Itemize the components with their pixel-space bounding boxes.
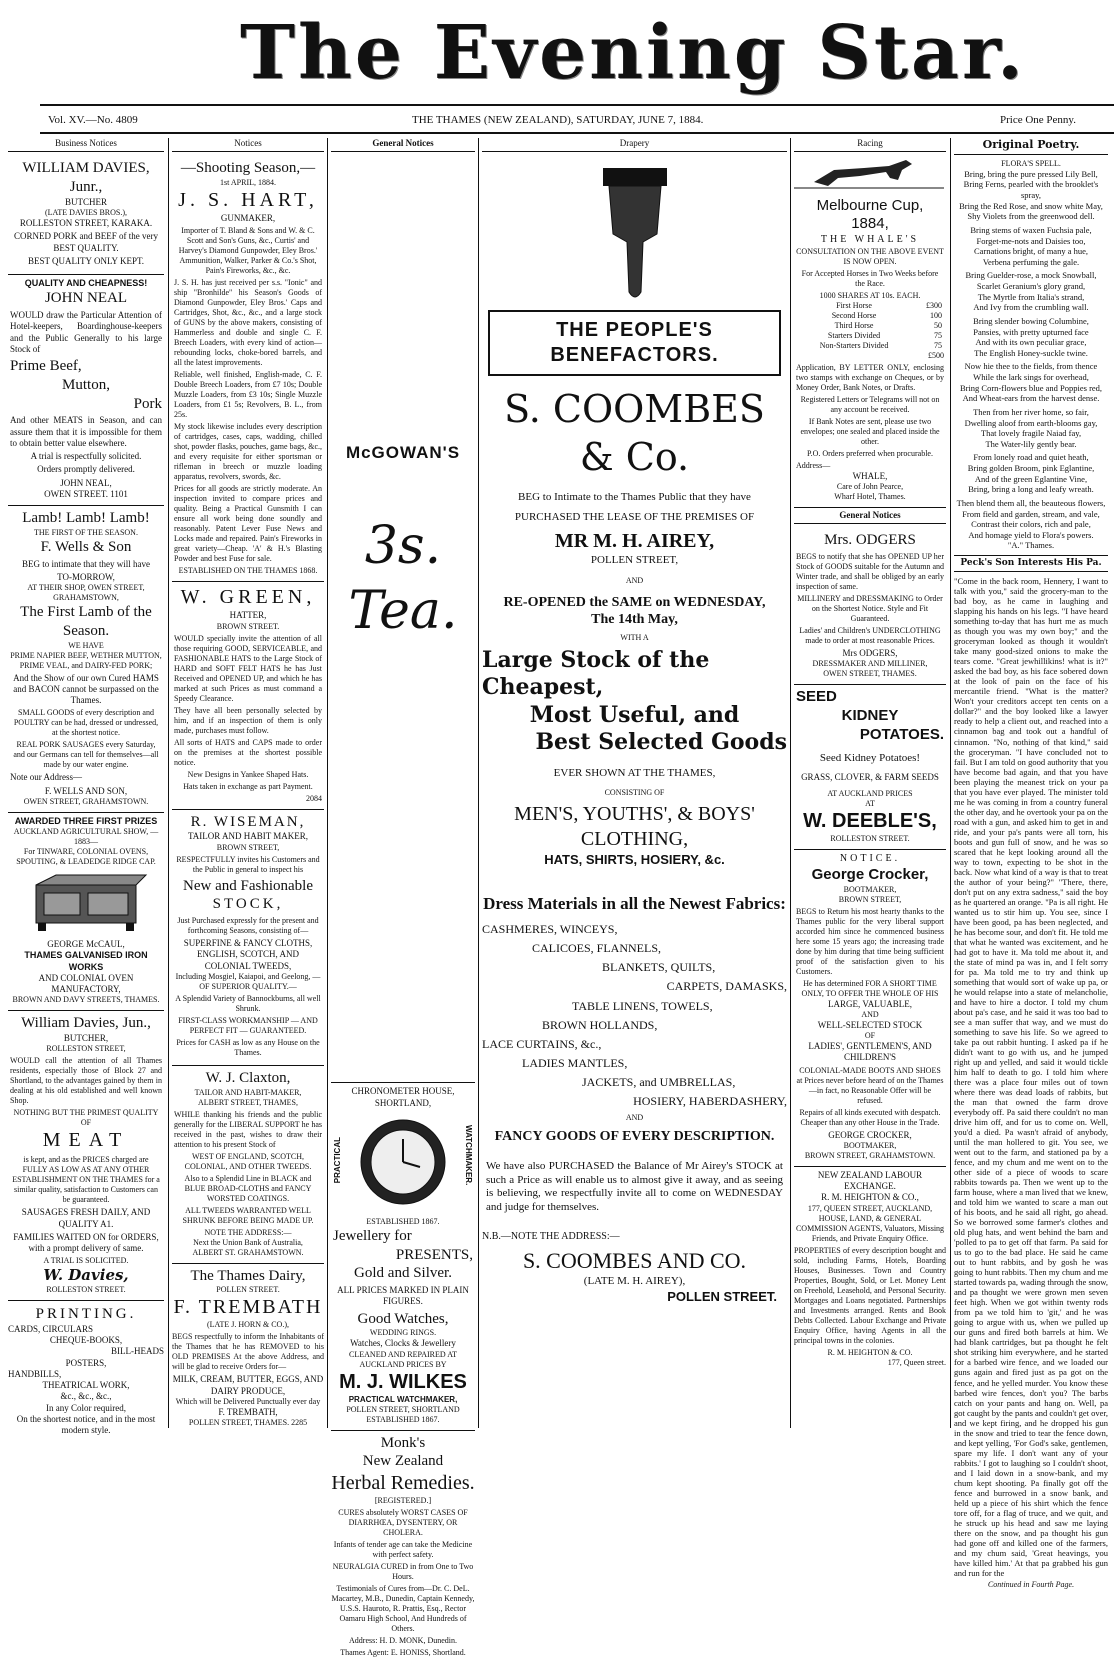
poem-line: And Wheat-ears from the harvest dense.	[954, 393, 1108, 404]
poem-line: While the lark sings for overhead,	[954, 372, 1108, 383]
column-heading: Racing	[794, 138, 946, 152]
prize-row	[796, 331, 944, 341]
poem-line: That lovely fragile Naiad fay,	[954, 428, 1108, 439]
prize-amount: 75	[912, 341, 944, 351]
ad-mcgowans-tea: McGOWAN'S 3s. Tea.	[331, 442, 475, 1083]
poem-line: Bring stems of waxen Fuchsia pale,	[954, 225, 1108, 236]
poem-line: Shy Violets from the greenwood dell.	[954, 211, 1108, 222]
story-body: "Come in the back room, Hennery, I want to talk with you," said the grocery-man to the bad boy, as he came in laughing and slapping his hands on his legs. "I have heard something to-day that has hurt me as much as though you was my own boy;" and the groceryman looked as though it wouldn't take many good-sized onions to make the tears come. "Great jewhillikins! what is it?" asked the bad boy, as his face sobered down at the look of pain on the face of his mercantile friend. "What is the matter? Won't your creditors accept ten cents on a dollar?" and the boy looked like a lawyer ready to help a client out, and reached into a cinnamon bag and took out a handful of cinnamon. "No, nothing of that kind," said the groceryman. "I have concluded not to fail. But I am told on good authority that you have become bad again, and that you have been playing the meanest trick on your pa that you have ever played. The minister told me he was coming in from a country funeral the other day, and he overtook your pa on the road with a gun, and asked him to get in and ride, and your pa's pants were all torn, his boots and gun full of snow, and he was so scared that he kept looking around all the way to town, expecting to be shot in the back. Now what kind of a way is that to treat the author of your being?" "There, there, don't put on any extra sadness," said the boy as he quartered an orange. "Pa is all right. He wanted us to stir him up. You see, since I have been good, pa has been neglected, and he has become sour, and don't fit. He told me that what he wanted was excitement, and he had got to have it. Ma told me about it, and the state of mind pa was in, and I felt sorry for pa. Ma told me to try and think up something that would sort of wake up pa, or he would relapse into a state of melancholie, and have to hire a doctor. I told my chum about pa's case, and he said it was too bad to see a man suffer that way, and we must do something to save his life. So we agreed to take pa out rabbit hunting. I asked pa if he didn't want to go with us, and he jumped right up and yelled, and said it would tickle him half to death to go. I told him where there was a place four miles out of town where there was dead loads of rabbits, but the man that owned the farm drove everybody off. Pa said there couldn't no man drive him off, and for us to come on. Well, you'd a died. Pa wasn't afraid of anybody, until the man hollered to git. You see, we went out to the farm, and stationed pa by a fence, and my chum and me went on to the other side of a piece of woods to scare rabbits towards pa. Then we went up to the farm house, where a man lived that we knew, and told him we wanted to scare a man out of his boots, and he said all right, go ahead. So we borrowed some farmer's clothes and old plug hats, and went behind the barn and 'polled to pa to get off that farm. Pa said for us to go to the bad place. He said he came out to hunt rabbits, and by gosh he was going to hunt rabbits. Then my chum and me started towards pa, wading through the snow, and pa thought we were grown men seven feet high. When we got within twenty rods from pa we told him to 'git,' and he was going to argue with us, when we pulled up our guns and fired both barrels at him. We had blank cartridges, but pa thought he felt shot striking him everywhere, and he started for a barbed wire fence, and we loaded our guns again and fired just as pa got on the fence, and he yelled murder. You know these barbed wire fences, don't you? The barbs catch on your pants and hang on. Well, pa got caught by the pants and couldn't get over, and we kept firing, and he dropped his gun in the snow and tried to tear the fence down, and kept yelling, 'For God's sake, gentlemen, spare my life. I don't want any of your rabbits.' I got to laughing so I couldn't shoot, and I laid down in a snow-bank, and my chum kept shooting. Pa finally got off the fence and burrowed in a snow bank, and held up a piece of his shirt which the fence tore off, for a flag of truce, and we quit, and he struck up his head and saw me laying there on the snow, and pa thought his gun had gone off and killed one of the farmers, and my chum said, 'Great heavings, you have killed him.' At that pa grabbed his gun and run for the	[954, 576, 1108, 1578]
ad-heighton: NEW ZEALAND LABOUR EXCHANGE. R. M. HEIGHTON & CO., 177, QUEEN STREET, AUCKLAND, HOUSE, LAND, & GENERAL COMMISSION AGENTS, Valuators, Missing Friends, and Private Enquiry Office. PROPERTIES of every description bought and sold, including Farms, Hotels, Boarding Houses, Businesses. Town and Country Properties, Bought, Sold, or Let. Money Lent on Freehold, Leasehold, and Personal Security. Mortgages and Loans negotiated. Partnerships and Investments arranged. Rents and Book Debts Collected. Labour Exchange and Private Enquiry Office, having Agents in all the principal towns in the colonies. R. M. HEIGHTON & CO. 177, Queen street.	[794, 1167, 946, 1368]
column-racing	[794, 138, 946, 1428]
column-heading: Original Poetry.	[954, 138, 1108, 155]
prize-label: Starters Divided	[796, 331, 912, 341]
poem-line: Now hie thee to the fields, from thence	[954, 361, 1108, 372]
ad-george-crocker: NOTICE. George Crocker, BOOTMAKER, BROWN STREET, BEGS to Return his most hearty thanks to the Thames public for the very liberal support accorded him since he commenced business here some 15 years ago; the increasing trade done by him during that time being sufficient proof of the satisfaction given to his Customers. He has determined FOR A SHORT TIME ONLY, TO OFFER THE WHOLE OF HIS LARGE, VALUABLE, AND WELL-SELECTED STOCK OF LADIES', GENTLEMEN'S, AND CHILDREN'S COLONIAL-MADE BOOTS AND SHOES at Prices never before heard of on the Thames—in fact, no Reasonable Offer will be refused. Repairs of all kinds executed with despatch. Cheaper than any other House in the Trade. GEORGE CROCKER, BOOTMAKER, BROWN STREET, GRAHAMSTOWN.	[794, 850, 946, 1167]
pointing-hand-icon	[595, 164, 675, 304]
poem-line: Bring slender bowing Columbine,	[954, 316, 1108, 327]
prize-row	[796, 301, 944, 311]
ad-printing: PRINTING. CARDS, CIRCULARS CHEQUE-BOOKS, BILL-HEADS POSTERS, HANDBILLS, THEATRICAL WORK, &c., &c., &c., In any Color required, On the shortest notice, and in the most modern style.	[8, 1301, 164, 1436]
prize-row	[796, 341, 944, 351]
poem-line: And of the green Eglantine Vine,	[954, 474, 1108, 485]
peoples-benefactors-banner: THE PEOPLE'S BENEFACTORS.	[488, 310, 781, 376]
poem-line: Dwelling aloof from earth-blooms gay,	[954, 418, 1108, 429]
ad-melbourne-cup: Melbourne Cup, 1884, THE WHALE'S CONSULTATION ON THE ABOVE EVENT IS NOW OPEN. For Accepted Horses in Two Weeks before the Race. 1000 SHARES AT 10s. EACH. First Horse £300 Second Horse 100 Third Horse 50 Starters Divided 75 Non-Starters Divided 75 £500 Application, BY LETTER ONLY, enclosing two stamps with exchange on Cheques, or by Money Order, Bank Notes, or Drafts. Registered Letters or Telegrams will not on any account be received. If Bank Notes are sent, please use two envelopes; one sealed and placed inside the other. P.O. Orders preferred when procurable. Address— WHALE, Care of John Pearce, Wharf Hotel, Thames.	[794, 194, 946, 508]
masthead-rule	[40, 104, 1114, 106]
ad-wilkes-watchmaker: CHRONOMETER HOUSE, SHORTLAND, PRACTICAL WATCHMAKER. ESTABLISHED 1867. Jewellery for PRESENTS, Gold and Silver. ALL PRICES MARKED IN PLAIN FIGURES. Good Watches, WEDDING RINGS. Watches, Clocks & Jewellery CLEANED AND REPAIRED AT AUCKLAND PRICES BY M. J. WILKES PRACTICAL WATCHMAKER, POLLEN STREET, SHORTLAND ESTABLISHED 1867.	[331, 1083, 475, 1430]
poem-line: Bring golden Broom, pink Eglantine,	[954, 463, 1108, 474]
column-divider	[327, 138, 328, 1428]
column-divider	[790, 138, 791, 1428]
poem-line: Bring Ferns, pearled with the brooklet's spray,	[954, 179, 1108, 200]
ad-monks-remedies: Monk's New Zealand Herbal Remedies. [REGISTERED.] CURES absolutely WORST CASES OF DIARRHŒA, DYSENTERY, OR CHOLERA. Infants of tender age can take the Medicine with perfect safety. NEURALGIA CURED in from One to Two Hours. Testimonials of Cures from—Dr. C. DeL. Macartey, M.B., Dunedin, Captain Kennedy, U.S.S. Hauroto, R. Prattis, Esq., Rector Oamaru High School, And Hundreds of Others. Address: H. D. MONK, Dunedin. Thames Agent: E. HONISS, Shortland.	[331, 1431, 475, 1658]
prize-amount: 50	[912, 321, 944, 331]
prize-row	[796, 321, 944, 331]
story-title: Peck's Son Interests His Pa.	[954, 555, 1108, 572]
ad-claxton: W. J. Claxton, TAILOR AND HABIT-MAKER, ALBERT STREET, THAMES, WHILE thanking his friends and the public generally for the LIBERAL SUPPORT he has received in the past, wishes to draw their attention to his present Stock of WEST OF ENGLAND, SCOTCH, COLONIAL, AND OTHER TWEEDS. Also to a Splendid Line in BLACK and BLUE BROAD-CLOTHS and FANCY WORSTED COATINGS. ALL TWEEDS WARRANTED WELL SHRUNK BEFORE BEING MADE UP. NOTE THE ADDRESS:— Next the Union Bank of Australia, ALBERT ST. GRAHAMSTOWN.	[172, 1066, 324, 1264]
poem-line: And with its own peculiar grace,	[954, 337, 1108, 348]
poem-line: Contrast their colors, rich and pale,	[954, 519, 1108, 530]
poem-line: The English Honey-suckle twine.	[954, 348, 1108, 359]
poem-line: The Water-lily gently bear.	[954, 439, 1108, 450]
newspaper-title: The Evening Star.	[240, 10, 1026, 96]
prize-label: First Horse	[796, 301, 912, 311]
prize-amount: 100	[912, 311, 944, 321]
poem-line: From lonely road and quiet heath,	[954, 452, 1108, 463]
prize-amount: £300	[912, 301, 944, 311]
ad-green-hatter: W. GREEN, HATTER, BROWN STREET. WOULD specially invite the attention of all those requiring GOOD, SERVICEABLE, and FASHIONABLE HATS to the Large Stock of HARD and SOFT FELT HATS he has Just Received and OPENED UP, and which he has marked at such Prices as must command a Speedy Clearance. They have all been personally selected by him, and if an inspection of them is only made, purchases must follow. All sorts of HATS and CAPS made to order on the premises at the shortest possible notice. New Designs in Yankee Shaped Hats. Hats taken in exchange as part Payment. 2084	[172, 582, 324, 809]
column-heading: Notices	[172, 138, 324, 152]
ad-william-davies: WILLIAM DAVIES, Junr., BUTCHER (LATE DAVIES BROS.), ROLLESTON STREET, KARAKA. CORNED PORK and BEEF of the very BEST QUALITY. BEST QUALITY ONLY KEPT.	[8, 156, 164, 275]
ad-mrs-odgers: Mrs. ODGERS BEGS to notify that she has OPENED UP her Stock of GOODS suitable for the Autumn and Winter trade, and shall be obliged by an early inspection of same. MILLINERY and DRESSMAKING to Order on the Shortest Notice. Style and Fit Guaranteed. Ladies' and Children's UNDERCLOTHING made to order at most reasonable Prices. Mrs ODGERS, DRESSMAKER AND MILLINER, OWEN STREET, THAMES.	[794, 528, 946, 685]
poem-line: The Myrtle from Italia's strand,	[954, 292, 1108, 303]
poem-line: Then blend them all, the beauteous flowers,	[954, 498, 1108, 509]
prize-amount: 75	[912, 331, 944, 341]
poem-line: And Ivy from the crumbling wall.	[954, 302, 1108, 313]
poem-line: Verbena perfuming the gale.	[954, 257, 1108, 268]
masthead	[0, 0, 1114, 108]
poem-line: Bring, bring a long and leafy wreath.	[954, 484, 1108, 495]
oven-illustration	[26, 873, 146, 933]
poem-line: And homage yield to Flora's powers.	[954, 530, 1108, 541]
column-general-notices	[331, 138, 475, 1428]
ad-hart-gunmaker: —Shooting Season,— 1st APRIL, 1884. J. S. HART, GUNMAKER, Importer of T. Bland & Sons and W. & C. Scott and Son's Guns, &c., Curtis' and Harvey's Diamond Gunpowder, Eley Bros.' Ammunition, Walker, Parker & Co.'s Shot, Pain's Fireworks, &c., &c. J. S. H. has just received per s.s. "Ionic" and ship "Bronhilde" his Season's Goods of Diamond Gunpowder, Eley Bros.' Caps and Cartridges, Shot, &c., &c., and a large stock of GUNS by the above makers, consisting of Hammerless and double and single C. F. Breech Loaders, with every kind of action—rebounding locks, choke-bored barrels, and all the latest improvements. Reliable, well finished, English-made, C. F. Double Breech Loaders, from £7 10s; Double Muzzle Loaders, from £3 10s; Single Muzzle Loaders, from £1 5s; Revolvers, B. L., from 25s. My stock likewise includes every description of cartridges, cases, caps, wadding, chilled shot, powder flasks, pouches, game bags, &c., and every requisite for either sportsman or rifleman in breech or muzzle loading apparatus, revolvers, swords, &c. Prices for all goods are strictly moderate. An inspection invited to compare prices and quality. Being a Practical Gunsmith I can ensure all work being done soundly and reasonably. Patent Lever Fuse News and Locks made and repaired. Pain's Fireworks in great variety—Cheap. 'A' & H.'s Blasting Powder and best Fuse for sale. ESTABLISHED ON THE THAMES 1868.	[172, 156, 324, 582]
ad-deeble-seeds: SEED KIDNEY POTATOES. Seed Kidney Potatoes! GRASS, CLOVER, & FARM SEEDS AT AUCKLAND PRICES AT W. DEEBLE'S, ROLLESTON STREET.	[794, 685, 946, 850]
prize-table	[796, 301, 944, 351]
ad-william-davies-jun: William Davies, Jun., BUTCHER, ROLLESTON STREET, WOULD call the attention of all Thames residents, especially those of Block 27 and Shortland, to the advantages gained by them in dealing at his old established and well known Shop. NOTHING BUT THE PRIMEST QUALITY OF MEAT is kept, and as the PRICES charged are FULLY AS LOW AS AT ANY OTHER ESTABLISHMENT ON THE THAMES for a similar quality, satisfaction to Customers can be guaranteed. SAUSAGES FRESH DAILY, AND QUALITY A1. FAMILIES WAITED ON for ORDERS, with a prompt delivery of same. A TRIAL IS SOLICITED. W. Davies, ROLLESTON STREET.	[8, 1011, 164, 1301]
poem-line: Pansies, with pretty upturned face	[954, 327, 1108, 338]
poem-line: "A." Thames.	[954, 540, 1108, 551]
poem-line: Bring Corn-flowers blue and Poppies red,	[954, 383, 1108, 394]
place-date: THE THAMES (NEW ZEALAND), SATURDAY, JUNE 7, 1884.	[412, 114, 703, 126]
column-heading: General Notices	[331, 138, 475, 152]
poem-line: Bring the Red Rose, and snow white May,	[954, 201, 1108, 212]
ad-john-neal: QUALITY AND CHEAPNESS! JOHN NEAL WOULD draw the Particular Attention of Hotel-keepers, Boardinghouse-keepers and the Public Generally to his large Stock of Prime Beef, Mutton, Pork And other MEATS in Season, and can assure them that it is impossible for them to obtain better value elsewhere. A trial is respectfully solicited. Orders promptly delivered. JOHN NEAL, OWEN STREET. 1101	[8, 275, 164, 506]
dateline	[40, 112, 1114, 130]
column-drapery: Drapery THE PEOPLE'S BENEFACTORS. S. COOMBES & Co. BEG to Intimate to the Thames Public that they have PURCHASED THE LEASE OF THE PREMISES OF MR M. H. AIREY, POLLEN STREET, AND RE-OPENED the SAME on WEDNESDAY, The 14th May, WITH A Large Stock of the Cheapest, Most Useful, and Best Selected Goods EVER SHOWN AT THE THAMES, CONSISTING OF MEN'S, YOUTHS', & BOYS' CLOTHING, HATS, SHIRTS, HOSIERY, &c. Dress Materials in all the Newest Fabrics: CASHMERES, WINCEYS, CALICOES, FLANNELS, BLANKETS, QUILTS, CARPETS, DAMASKS, TABLE LINENS, TOWELS, BROWN HOLLANDS, LACE CURTAINS, &c., LADIES MANTLES, JACKETS, and UMBRELLAS, HOSIERY, HABERDASHERY, AND FANCY GOODS OF EVERY DESCRIPTION. We have also PURCHASED the Balance of Mr Airey's STOCK at such a Price as will enable us to almost give it away, and as seeing is believing, we respectfully invite all to come on WEDNESDAY and judge for themselves. N.B.—NOTE THE ADDRESS:— S. COOMBES AND CO. (LATE M. H. AIREY), POLLEN STREET.	[482, 138, 787, 1428]
column-heading: Drapery	[482, 138, 787, 152]
poem-line: Then from her river home, so fair,	[954, 407, 1108, 418]
prize-label: Non-Starters Divided	[796, 341, 912, 351]
column-heading: Business Notices	[8, 138, 164, 152]
column-divider	[478, 138, 479, 1428]
prize-label: Second Horse	[796, 311, 912, 321]
price: Price One Penny.	[1000, 114, 1076, 126]
coombes-heading: S. COOMBES & Co.	[482, 386, 787, 481]
poem-line: From field and garden, stream, and vale,	[954, 509, 1108, 520]
prize-row	[796, 311, 944, 321]
watch-icon	[358, 1117, 448, 1207]
poem-title: FLORA'S SPELL.	[954, 159, 1108, 169]
ad-trembath-dairy: The Thames Dairy, POLLEN STREET. F. TREMBATH (LATE J. HORN & CO.), BEGS respectfully to inform the Inhabitants of the Thames that he has REMOVED to his OLD PREMISES At the above Address, and will be glad to receive Orders for— MILK, CREAM, BUTTER, EGGS, AND DAIRY PRODUCE, Which will be Delivered Punctually ever day F. TREMBATH, POLLEN STREET, THAMES. 2285	[172, 1264, 324, 1429]
poem-line: Forget-me-nots and Daisies too,	[954, 236, 1108, 247]
poem-line: Scarlet Geranium's glory grand,	[954, 281, 1108, 292]
column-divider	[950, 138, 951, 1428]
ad-mccaul: AWARDED THREE FIRST PRIZES AUCKLAND AGRICULTURAL SHOW, —1883— For TINWARE, COLONIAL OVENS, SPOUTING, & LEADEDGE RIDGE CAP. GEORGE McCAUL, THAMES GALVANISED IRON WORKS AND COLONIAL OVEN MANUFACTORY, BROWN AND DAVY STREETS, THAMES.	[8, 813, 164, 1012]
column-notices	[172, 138, 324, 1428]
poem-line: Bring Guelder-rose, a mock Snowball,	[954, 270, 1108, 281]
prize-label: Third Horse	[796, 321, 912, 331]
column-divider	[168, 138, 169, 1428]
dateline-rule	[40, 132, 1114, 134]
column-heading: General Notices	[794, 510, 946, 524]
ad-wells-lamb: Lamb! Lamb! Lamb! THE FIRST OF THE SEASON. F. Wells & Son BEG to intimate that they will have TO-MORROW, AT THEIR SHOP, OWEN STREET, GRAHAMSTOWN, The First Lamb of the Season. WE HAVE PRIME NAPIER BEEF, WETHER MUTTON, PRIME VEAL, and DAIRY-FED PORK; And the Show of our own Cured HAMS and BACON cannot be surpassed on the Thames. SMALL GOODS of every description and POULTRY can be had, dressed or undressed, at the shortest notice. REAL PORK SAUSAGES every Saturday, and our Germans can tell for themselves—all made by our water engine. Note our Address— F. WELLS AND SON, OWEN STREET, GRAHAMSTOWN.	[8, 506, 164, 813]
poem-line: Carnations bright, of many a hue,	[954, 246, 1108, 257]
poem-line: Bring, bring the pure pressed Lily Bell,	[954, 169, 1108, 180]
column-original-poetry	[954, 138, 1108, 1428]
volume-number: Vol. XV.—No. 4809	[48, 114, 138, 126]
racehorse-illustration	[794, 156, 944, 190]
continued-note: Continued in Fourth Page.	[954, 1580, 1108, 1590]
ad-wiseman-tailor: R. WISEMAN, TAILOR AND HABIT MAKER, BROWN STREET, RESPECTFULLY invites his Customers and the Public in general to inspect his New and Fashionable STOCK, Just Purchased expressly for the present and forthcoming Seasons, consisting of— SUPERFINE & FANCY CLOTHS, ENGLISH, SCOTCH, AND COLONIAL TWEEDS, Including Mosgiel, Kaiapoi, and Geelong, — OF SUPERIOR QUALITY.— A Splendid Variety of Bannockburns, all well Shrunk. FIRST-CLASS WORKMANSHIP — AND PERFECT FIT — GUARANTEED. Prices for CASH as low as any House on the Thames.	[172, 810, 324, 1066]
column-business-notices	[8, 138, 164, 1428]
poem-body	[954, 169, 1108, 551]
